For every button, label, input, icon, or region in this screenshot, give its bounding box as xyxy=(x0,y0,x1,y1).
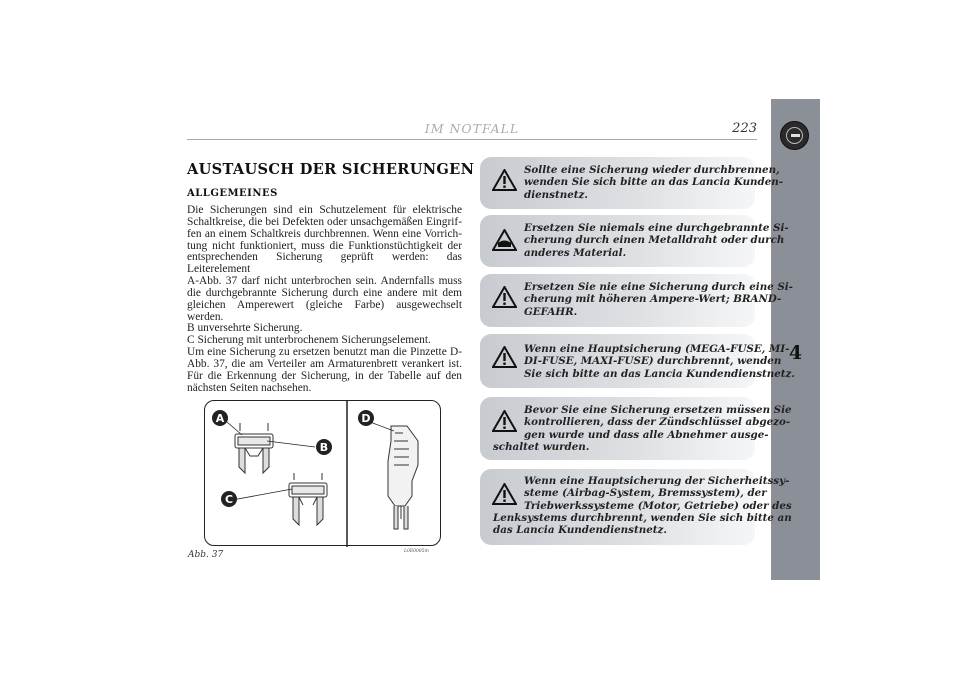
warning-callout xyxy=(480,274,793,327)
logo-bar xyxy=(791,134,800,137)
callout-line: DI-FUSE, MAXI-FUSE) durchbrennt, wenden xyxy=(524,355,782,368)
figure-code: L0E0085m xyxy=(404,549,429,554)
figure-label-c xyxy=(221,491,237,507)
callout-line: wenden Sie sich bitte an das Lancia Kunden- xyxy=(524,176,784,189)
body-line: A-Abb. 37 darf nicht unterbrochen sein. Andernfalls muss xyxy=(187,275,462,288)
figure-label-a-text: A xyxy=(215,412,225,425)
figure-label-a xyxy=(212,410,228,426)
body-line: tung nicht funktioniert, muss die Funktionstüchtigkeit der xyxy=(187,239,462,252)
warning-icon xyxy=(492,410,517,432)
body-line: gleichen Amperewert (gleiche Farbe) ausgewechselt werden. xyxy=(187,298,462,323)
body-line: die durchgebrannte Sicherung durch eine andere mit dem xyxy=(187,286,462,299)
callout-text xyxy=(524,222,789,259)
fuse-intact-drawing xyxy=(235,423,273,473)
callout-line: Lenksystems durchbrennt, wenden Sie sich bitte an xyxy=(493,511,792,524)
fuse-illustration xyxy=(205,401,442,547)
warning-icon xyxy=(492,286,517,308)
warning-icon xyxy=(492,169,517,191)
chapter-number: 4 xyxy=(788,342,803,364)
callout-line: GEFAHR. xyxy=(524,305,578,318)
callout-line: dienstnetz. xyxy=(524,188,588,201)
figure-label-c-text: C xyxy=(224,493,234,506)
body-line: Abb. 37, die am Verteiler am Armaturenbrett verankert ist. xyxy=(187,357,462,370)
callout-line: Sollte eine Sicherung wieder durchbrennen, xyxy=(524,164,780,176)
callout-line: Wenn eine Hauptsicherung (MEGA-FUSE, MI- xyxy=(524,343,790,355)
figure-label-b xyxy=(316,439,332,455)
fuse-figure xyxy=(204,400,441,546)
figure-label-d xyxy=(358,410,374,426)
callout-line: anderes Material. xyxy=(524,246,627,259)
figure-label-b-text: B xyxy=(319,441,329,454)
tweezers-drawing xyxy=(388,426,418,529)
callout-text xyxy=(524,281,793,318)
callout-line: cherung durch einen Metalldraht oder durch xyxy=(524,234,785,247)
callout-line: gen wurde und dass alle Abnehmer ausge- xyxy=(524,428,769,441)
callout-line: Wenn eine Hauptsicherung der Sicherheitssy- xyxy=(524,475,790,487)
page-header xyxy=(187,121,757,139)
warning-icon xyxy=(492,346,517,368)
body-line: Um eine Sicherung zu ersetzen benutzt man die Pinzette D- xyxy=(187,346,462,359)
body-line: fen an einem Schaltkreis durchbrennen. Wenn eine Vorrich- xyxy=(187,227,462,240)
callout-text xyxy=(493,404,792,453)
body-line: entsprechenden Sicherung geprüft werden: das Leiterelement xyxy=(187,251,462,276)
body-line: B unversehrte Sicherung. xyxy=(187,322,303,335)
body-line: nächsten Seiten nachsehen. xyxy=(187,381,312,394)
fuse-blown-drawing xyxy=(289,473,327,525)
subsection-title: ALLGEMEINES xyxy=(187,188,278,199)
warning-callout xyxy=(480,157,784,209)
figure-caption: Abb. 37 xyxy=(188,550,224,560)
callout-line: kontrollieren, dass der Zündschlüssel abgezo- xyxy=(524,416,791,429)
warning-callout xyxy=(480,397,792,460)
callout-line: Ersetzen Sie nie eine Sicherung durch eine Si- xyxy=(524,281,793,293)
header-title: IM NOTFALL xyxy=(424,121,520,136)
environment-callout xyxy=(480,215,789,267)
callout-text xyxy=(493,475,792,537)
callout-line: cherung mit höheren Ampere-Wert; BRAND- xyxy=(524,293,782,306)
callout-line: schaltet wurden. xyxy=(493,440,590,453)
callout-line: steme (Airbag-System, Bremssystem), der xyxy=(524,487,767,500)
callout-line: das Lancia Kundendienstnetz. xyxy=(493,524,667,537)
warning-callout xyxy=(480,334,795,388)
body-line: Die Sicherungen sind ein Schutzelement für elektrische xyxy=(187,204,462,216)
warning-callout xyxy=(480,469,792,545)
body-text xyxy=(187,205,462,395)
logo-shield xyxy=(786,127,803,144)
callout-line: Ersetzen Sie niemals eine durchgebrannte Si- xyxy=(524,222,789,234)
environment-warning-icon xyxy=(492,229,517,251)
body-line: Für die Erkennung der Sicherung, in der Tabelle auf den xyxy=(187,369,462,382)
callout-line: Bevor Sie eine Sicherung ersetzen müssen Sie xyxy=(524,404,792,416)
header-rule xyxy=(187,139,757,140)
warning-icon xyxy=(492,483,517,505)
callout-line: Triebwerkssysteme (Motor, Getriebe) oder des xyxy=(524,499,792,512)
figure-label-d-text: D xyxy=(361,412,371,425)
body-line: C Sicherung mit unterbrochenem Sicherungselement. xyxy=(187,334,431,347)
callout-text xyxy=(524,343,795,380)
page-number: 223 xyxy=(732,121,757,136)
body-line: Schaltkreise, die bei Defekten oder unsachgemäßen Eingrif- xyxy=(187,215,462,228)
lancia-logo xyxy=(780,121,809,150)
section-title: AUSTAUSCH DER SICHERUNGEN xyxy=(187,161,475,178)
callout-line: Sie sich bitte an das Lancia Kundendienstnetz. xyxy=(524,367,795,380)
callout-text xyxy=(524,164,783,201)
